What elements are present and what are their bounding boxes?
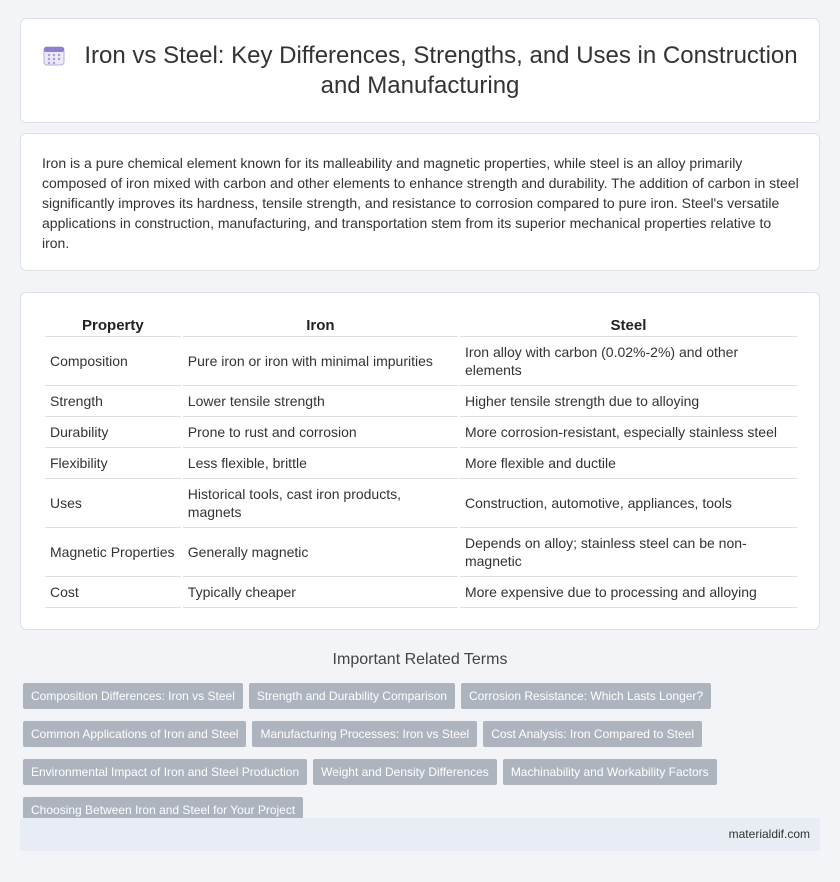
table-row — [45, 577, 797, 608]
related-term-link[interactable]: Machinability and Workability Factors — [503, 759, 717, 785]
comparison-table — [43, 313, 799, 608]
title-line-2: and Manufacturing — [320, 72, 520, 99]
property-cell: Uses — [45, 479, 181, 528]
related-term-link[interactable]: Corrosion Resistance: Which Lasts Longer? — [461, 683, 711, 709]
steel-cell: Iron alloy with carbon (0.02%-2%) and other elements — [460, 337, 797, 386]
header-steel: Steel — [460, 313, 797, 337]
intro-card — [20, 133, 820, 271]
intro-text: Iron is a pure chemical element known for its malleability and magnetic properties, while steel is an alloy primarily composed of iron mixed with carbon and other elements to enhance strength and durability. The addition of carbon in steel significantly improves its hardness, tensile strength, and resistance to corrosion compared to pure iron. Steel's versatile applications in construction, manufacturing, and transportation stem from its superior mechanical properties relative to iron. — [42, 155, 799, 251]
table-row — [45, 448, 797, 479]
iron-cell: Typically cheaper — [183, 577, 458, 608]
calendar-icon — [42, 43, 66, 67]
steel-cell: More corrosion-resistant, especially stainless steel — [460, 417, 797, 448]
table-row — [45, 337, 797, 386]
iron-cell: Historical tools, cast iron products, magnets — [183, 479, 458, 528]
table-row — [45, 528, 797, 577]
comparison-card — [20, 292, 820, 630]
related-term-link[interactable]: Cost Analysis: Iron Compared to Steel — [483, 721, 702, 747]
steel-cell: More flexible and ductile — [460, 448, 797, 479]
related-term-link[interactable]: Environmental Impact of Iron and Steel Production — [23, 759, 307, 785]
property-cell: Magnetic Properties — [45, 528, 181, 577]
iron-cell: Generally magnetic — [183, 528, 458, 577]
property-cell: Flexibility — [45, 448, 181, 479]
iron-cell: Less flexible, brittle — [183, 448, 458, 479]
footer — [20, 818, 820, 851]
title-card — [20, 18, 820, 123]
steel-cell: Construction, automotive, appliances, tools — [460, 479, 797, 528]
table-row — [45, 417, 797, 448]
related-terms-list — [23, 683, 813, 823]
related-term-link[interactable]: Choosing Between Iron and Steel for Your Project — [23, 797, 303, 823]
table-row — [45, 386, 797, 417]
related-term-link[interactable]: Composition Differences: Iron vs Steel — [23, 683, 243, 709]
related-term-link[interactable]: Weight and Density Differences — [313, 759, 497, 785]
related-term-link[interactable]: Manufacturing Processes: Iron vs Steel — [252, 721, 477, 747]
property-cell: Strength — [45, 386, 181, 417]
page-title — [21, 41, 819, 101]
site-name[interactable]: materialdif.com — [728, 827, 810, 841]
iron-cell: Pure iron or iron with minimal impurities — [183, 337, 458, 386]
header-iron: Iron — [183, 313, 458, 337]
related-term-link[interactable]: Common Applications of Iron and Steel — [23, 721, 246, 747]
property-cell: Durability — [45, 417, 181, 448]
property-cell: Composition — [45, 337, 181, 386]
iron-cell: Prone to rust and corrosion — [183, 417, 458, 448]
steel-cell: Higher tensile strength due to alloying — [460, 386, 797, 417]
related-terms-title: Important Related Terms — [332, 651, 508, 668]
iron-cell: Lower tensile strength — [183, 386, 458, 417]
property-cell: Cost — [45, 577, 181, 608]
steel-cell: More expensive due to processing and alloying — [460, 577, 797, 608]
steel-cell: Depends on alloy; stainless steel can be non-magnetic — [460, 528, 797, 577]
header-property: Property — [45, 313, 181, 337]
table-row — [45, 479, 797, 528]
related-term-link[interactable]: Strength and Durability Comparison — [249, 683, 455, 709]
title-line-1: Iron vs Steel: Key Differences, Strengths, and Uses in Construction — [84, 42, 798, 69]
